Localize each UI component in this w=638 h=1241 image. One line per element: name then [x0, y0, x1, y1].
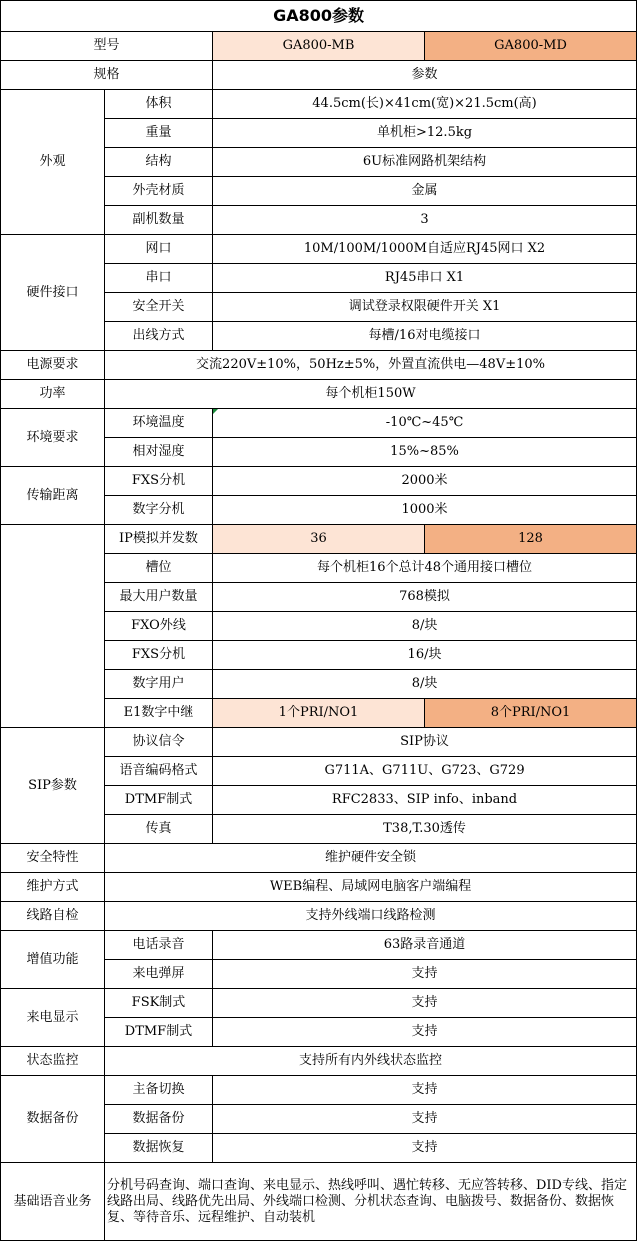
param-label: FXS分机 [105, 641, 213, 670]
table-row [1, 902, 637, 931]
param-value: 支持 [213, 960, 637, 989]
param-value: 支持 [213, 1134, 637, 1163]
spec-value-header: 参数 [213, 61, 637, 90]
param-value: 1000米 [213, 496, 637, 525]
group-label-capacity [1, 525, 105, 728]
param-value: SIP协议 [213, 728, 637, 757]
param-value: 支持外线端口线路检测 [105, 902, 637, 931]
table-row [1, 380, 637, 409]
table-row [1, 873, 637, 902]
param-value-md: 128 [425, 525, 637, 554]
spec-label: 规格 [1, 61, 213, 90]
param-label: 语音编码格式 [105, 757, 213, 786]
param-value: 单机柜>12.5kg [213, 119, 637, 148]
param-value: 63路录音通道 [213, 931, 637, 960]
param-label: 最大用户数量 [105, 583, 213, 612]
param-value: 16/块 [213, 641, 637, 670]
param-value: -10℃~45℃ [213, 409, 637, 438]
param-label: 数据备份 [105, 1105, 213, 1134]
table-row [1, 525, 637, 554]
param-value: RFC2833、SIP info、inband [213, 786, 637, 815]
param-label: 重量 [105, 119, 213, 148]
param-label: 环境温度 [105, 409, 213, 438]
table-row [1, 235, 637, 264]
param-value: 分机号码查询、端口查询、来电显示、热线呼叫、遇忙转移、无应答转移、DID专线、指定线路出局、线路优先出局、外线端口检测、分机状态查询、电脑拨号、数据备份、数据恢复、等待音乐、远程维护、自动装机 [105, 1163, 637, 1241]
param-value: T38,T.30透传 [213, 815, 637, 844]
param-label: 数据恢复 [105, 1134, 213, 1163]
param-value: 8/块 [213, 612, 637, 641]
param-value: 每槽/16对电缆接口 [213, 322, 637, 351]
param-label: 传真 [105, 815, 213, 844]
param-label: 副机数量 [105, 206, 213, 235]
group-label-wattage: 功率 [1, 380, 105, 409]
param-value: RJ45串口 X1 [213, 264, 637, 293]
table-row [1, 90, 637, 119]
group-label-monitoring: 状态监控 [1, 1047, 105, 1076]
param-value: 10M/100M/1000M自适应RJ45网口 X2 [213, 235, 637, 264]
param-value: 交流220V±10%，50Hz±5%，外置直流供电—48V±10% [105, 351, 637, 380]
param-value: 维护硬件安全锁 [105, 844, 637, 873]
param-label: 网口 [105, 235, 213, 264]
param-label: 体积 [105, 90, 213, 119]
param-value: 金属 [213, 177, 637, 206]
param-label: FSK制式 [105, 989, 213, 1018]
group-label-value-added: 增值功能 [1, 931, 105, 989]
param-label: 安全开关 [105, 293, 213, 322]
table-title: GA800参数 [1, 1, 637, 32]
table-row [1, 467, 637, 496]
param-value: WEB编程、局域网电脑客户端编程 [105, 873, 637, 902]
param-label: 槽位 [105, 554, 213, 583]
param-value: 调试登录权限硬件开关 X1 [213, 293, 637, 322]
param-label: FXO外线 [105, 612, 213, 641]
param-value: 44.5cm(长)×41cm(宽)×21.5cm(高) [213, 90, 637, 119]
param-label: FXS分机 [105, 467, 213, 496]
param-label: 外壳材质 [105, 177, 213, 206]
param-value-md: 8个PRI/NO1 [425, 699, 637, 728]
group-label-appearance: 外观 [1, 90, 105, 235]
table-row [1, 931, 637, 960]
param-value: 15%~85% [213, 438, 637, 467]
table-row [1, 1047, 637, 1076]
param-value: G711A、G711U、G723、G729 [213, 757, 637, 786]
group-label-distance: 传输距离 [1, 467, 105, 525]
table-row [1, 728, 637, 757]
param-label: 串口 [105, 264, 213, 293]
param-value: 支持 [213, 989, 637, 1018]
param-label: DTMF制式 [105, 786, 213, 815]
param-label: 相对湿度 [105, 438, 213, 467]
param-label: 主备切换 [105, 1076, 213, 1105]
param-value-mb: 36 [213, 525, 425, 554]
param-value: 支持 [213, 1076, 637, 1105]
table-row [1, 989, 637, 1018]
table-row [1, 1076, 637, 1105]
param-label: DTMF制式 [105, 1018, 213, 1047]
param-value: 支持所有内外线状态监控 [105, 1047, 637, 1076]
param-value: 每个机柜16个总计48个通用接口槽位 [213, 554, 637, 583]
param-value: 2000米 [213, 467, 637, 496]
param-value: 3 [213, 206, 637, 235]
param-label: 结构 [105, 148, 213, 177]
group-label-caller-id: 来电显示 [1, 989, 105, 1047]
model-md: GA800-MD [425, 32, 637, 61]
param-label: 数字分机 [105, 496, 213, 525]
param-value: 6U标准网路机架结构 [213, 148, 637, 177]
table-row [1, 1163, 637, 1241]
param-label: E1数字中继 [105, 699, 213, 728]
param-value-mb: 1个PRI/NO1 [213, 699, 425, 728]
param-label: 电话录音 [105, 931, 213, 960]
table-row [1, 844, 637, 873]
param-value: 支持 [213, 1018, 637, 1047]
spec-header-row [1, 61, 637, 90]
param-label: 数字用户 [105, 670, 213, 699]
param-value: 每个机柜150W [105, 380, 637, 409]
param-label: 出线方式 [105, 322, 213, 351]
model-mb: GA800-MB [213, 32, 425, 61]
group-label-sip: SIP参数 [1, 728, 105, 844]
group-label-environment: 环境要求 [1, 409, 105, 467]
param-label: 来电弹屏 [105, 960, 213, 989]
model-row [1, 32, 637, 61]
param-label: IP模拟并发数 [105, 525, 213, 554]
group-label-maintenance: 维护方式 [1, 873, 105, 902]
group-label-backup: 数据备份 [1, 1076, 105, 1163]
model-label: 型号 [1, 32, 213, 61]
table-row [1, 409, 637, 438]
param-value: 支持 [213, 1105, 637, 1134]
group-label-hardware: 硬件接口 [1, 235, 105, 351]
param-value: 8/块 [213, 670, 637, 699]
param-value: 768模拟 [213, 583, 637, 612]
table-row [1, 351, 637, 380]
group-label-line-check: 线路自检 [1, 902, 105, 931]
param-label: 协议信令 [105, 728, 213, 757]
group-label-basic-voice: 基础语音业务 [1, 1163, 105, 1241]
group-label-power: 电源要求 [1, 351, 105, 380]
group-label-security: 安全特性 [1, 844, 105, 873]
